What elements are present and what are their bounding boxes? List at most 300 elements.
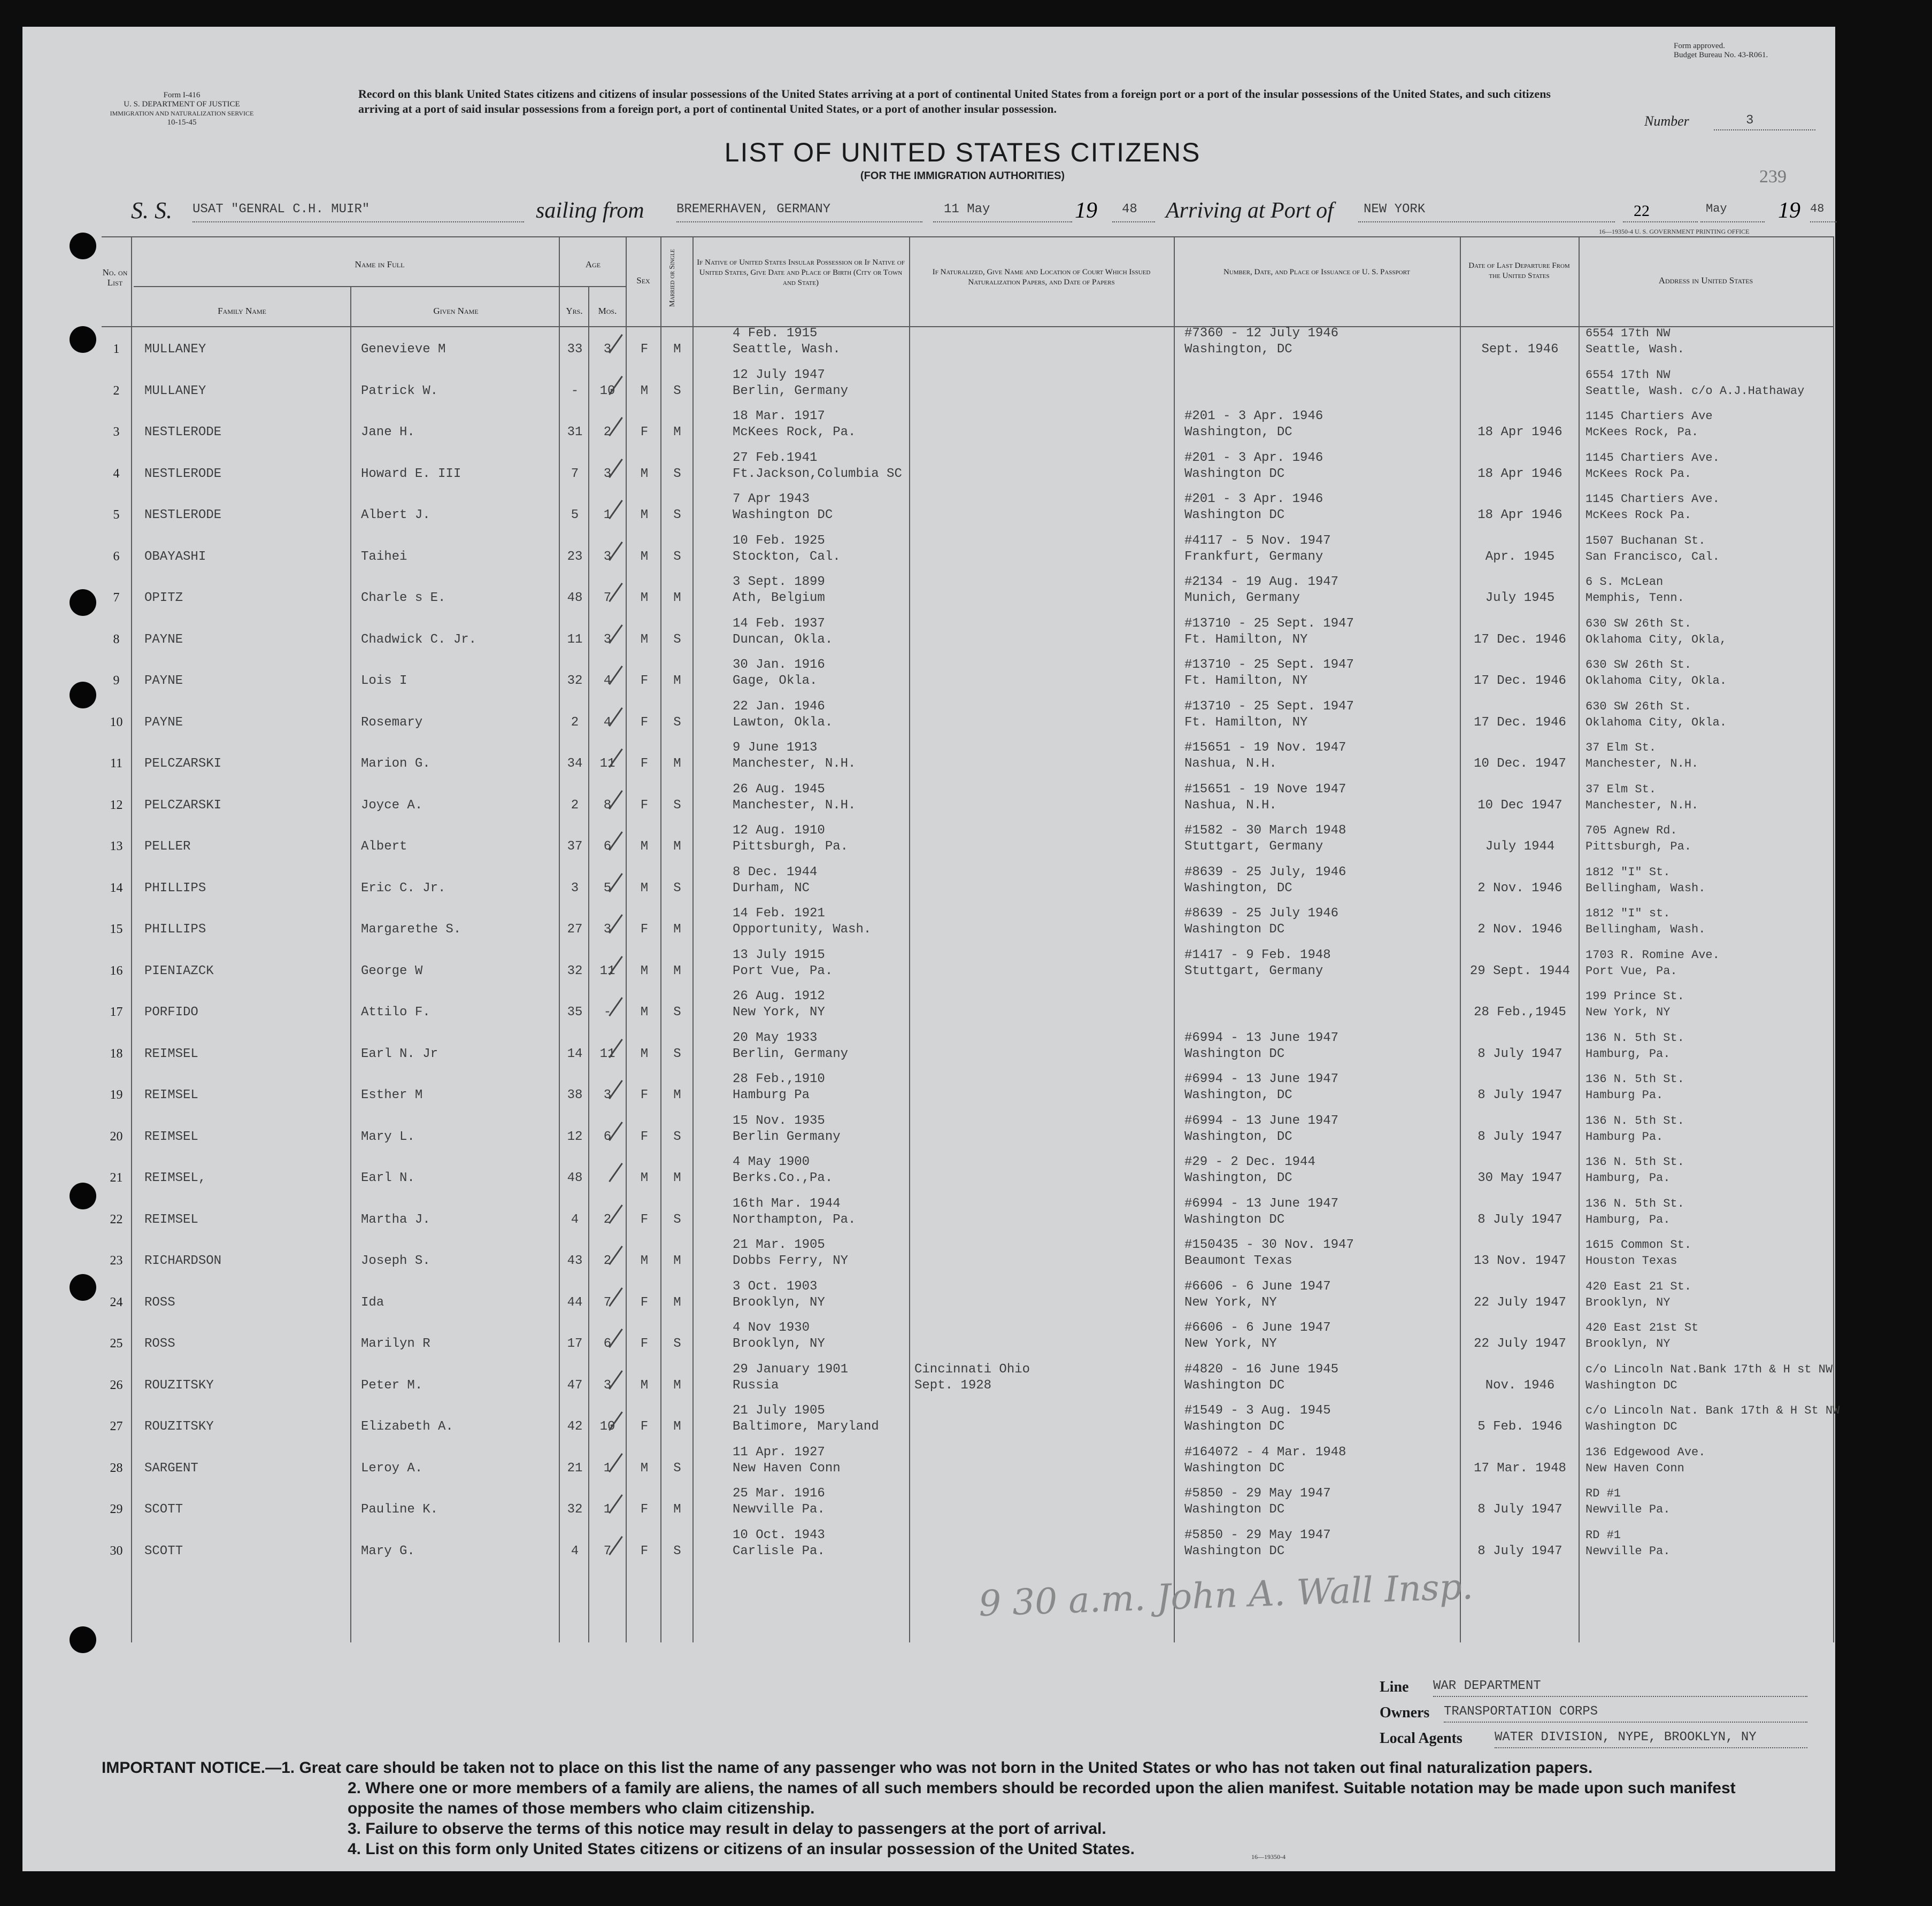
cell-given: Peter M. [361, 1378, 423, 1393]
cell-mos: 2 [603, 425, 612, 439]
cell-n: 1 [113, 342, 120, 356]
cell-family: PIENIAZCK [144, 963, 214, 978]
cell-addr2: Washington DC [1585, 1420, 1677, 1433]
cell-birth1: 22 Jan. 1946 [733, 699, 825, 714]
cell-family: PORFIDO [144, 1005, 198, 1020]
cell-given: Taihei [361, 549, 407, 564]
cell-ms: S [673, 1129, 681, 1144]
cell-yrs: 7 [571, 466, 579, 481]
cell-birth1: 3 Oct. 1903 [733, 1279, 818, 1294]
cell-n: 21 [110, 1171, 123, 1185]
cell-mos: 3 [603, 466, 612, 481]
cell-n: 5 [113, 508, 120, 522]
cell-family: MULLANEY [144, 383, 206, 398]
cell-birth1: 12 July 1947 [733, 367, 825, 382]
cell-ms: M [673, 1502, 681, 1517]
col-divider [1174, 236, 1175, 1642]
cell-dep: 28 Feb.,1945 [1474, 1005, 1566, 1020]
cell-addr2: Newville Pa. [1585, 1503, 1671, 1516]
cell-pp2: Washington DC [1184, 466, 1285, 481]
cell-n: 26 [110, 1378, 123, 1392]
cell-sex: M [640, 1171, 649, 1185]
cell-pp2: Washington, DC [1184, 1088, 1292, 1102]
cell-ms: M [673, 1295, 681, 1310]
col-divider [131, 236, 132, 1642]
cell-ms: M [673, 839, 681, 854]
cell-addr1: 6554 17th NW [1585, 368, 1671, 382]
cell-addr1: 1615 Common St. [1585, 1238, 1692, 1252]
cell-pp1: #6994 - 13 June 1947 [1184, 1030, 1339, 1045]
cell-sex: F [640, 674, 649, 688]
form-date: 10-15-45 [167, 118, 197, 127]
cell-family: NESTLERODE [144, 466, 222, 481]
cell-birth1: 14 Feb. 1921 [733, 906, 825, 921]
form-number: Form I-416 [163, 91, 201, 99]
cell-birth1: 10 Oct. 1943 [733, 1527, 825, 1542]
cell-mos: 7 [603, 1295, 612, 1310]
cell-sex: F [640, 715, 649, 730]
cell-sex: M [640, 963, 649, 978]
notice-3: 3. Failure to observe the terms of this notice may result in delay to passengers at the port of arrival. [348, 1820, 1106, 1838]
ship-field [193, 202, 524, 222]
header-naturalized: If Naturalized, Give Name and Location of Court Which Issued Naturalization Papers, and Date of Papers [932, 268, 1151, 287]
cell-birth2: Stockton, Cal. [733, 549, 841, 564]
cell-pp1: #29 - 2 Dec. 1944 [1184, 1155, 1315, 1169]
cell-birth1: 26 Aug. 1912 [733, 989, 825, 1004]
cell-pp1: #201 - 3 Apr. 1946 [1184, 492, 1323, 506]
depart-date-field [933, 202, 1072, 222]
arrival-month-field [1700, 202, 1765, 222]
cell-pp2: Washington, DC [1184, 1129, 1292, 1144]
cell-given: Ida [361, 1295, 384, 1310]
header-mos: Mos. [598, 306, 617, 316]
depart-date: 11 May [944, 202, 990, 217]
cell-given: Joseph S. [361, 1254, 430, 1268]
cell-yrs: 12 [567, 1129, 583, 1144]
printing-note: 16—19350-4 U. S. GOVERNMENT PRINTING OFFICE [1599, 228, 1750, 235]
cell-birth2: Washington DC [733, 508, 833, 522]
cell-mos: 6 [603, 1337, 612, 1351]
cell-addr2: Newville Pa. [1585, 1544, 1671, 1558]
cell-mos: 8 [603, 798, 612, 813]
cell-sex: M [640, 549, 649, 564]
form-id-block [80, 91, 283, 127]
cell-family: SARGENT [144, 1461, 198, 1476]
cell-addr1: 1145 Chartiers Ave. [1585, 492, 1720, 506]
cell-birth1: 15 Nov. 1935 [733, 1113, 825, 1128]
cell-birth1: 27 Feb.1941 [733, 450, 818, 465]
cell-yrs: 44 [567, 1295, 583, 1310]
col-divider [909, 236, 910, 1642]
cell-yrs: 4 [571, 1544, 579, 1558]
cell-yrs: 38 [567, 1088, 583, 1102]
cell-given: Esther M [361, 1088, 423, 1102]
cell-sex: F [640, 1502, 649, 1517]
cell-pp1: #4117 - 5 Nov. 1947 [1184, 533, 1331, 548]
cell-yrs: 2 [571, 798, 579, 813]
cell-addr1: RD #1 [1585, 1528, 1621, 1542]
cell-given: Rosemary [361, 715, 423, 730]
cell-ms: S [673, 715, 681, 730]
cell-pp1: #13710 - 25 Sept. 1947 [1184, 699, 1354, 714]
cell-addr2: McKees Rock, Pa. [1585, 426, 1699, 439]
cell-pp1: #4820 - 16 June 1945 [1184, 1362, 1339, 1377]
punch-hole [70, 1626, 96, 1653]
number-label: Number [1644, 113, 1689, 129]
cell-birth2: Baltimore, Maryland [733, 1419, 879, 1434]
cell-addr2: Manchester, N.H. [1585, 798, 1699, 812]
cell-mos: 6 [603, 1129, 612, 1144]
cell-sex: M [640, 1254, 649, 1268]
agents-field [1495, 1730, 1807, 1748]
cell-addr1: 136 N. 5th St. [1585, 1114, 1684, 1128]
cell-birth1: 21 July 1905 [733, 1403, 825, 1418]
cell-birth1: 16th Mar. 1944 [733, 1196, 841, 1211]
cell-birth1: 7 Apr 1943 [733, 492, 810, 506]
cell-addr1: 1145 Chartiers Ave. [1585, 451, 1720, 465]
cell-addr2: Oklahoma City, Okla, [1585, 632, 1727, 646]
cell-pp1: #201 - 3 Apr. 1946 [1184, 409, 1323, 423]
cell-addr2: Oklahoma City, Okla. [1585, 715, 1727, 729]
cell-sex: M [640, 1005, 649, 1020]
cell-pp2: Ft. Hamilton, NY [1184, 632, 1308, 647]
cell-n: 7 [113, 591, 120, 605]
inspector-signature: 9 30 a.m. John A. Wall Insp. [977, 1565, 1474, 1625]
cell-addr2: Hamburg Pa. [1585, 1130, 1664, 1144]
cell-family: PHILLIPS [144, 881, 206, 896]
cell-birth1: 4 Feb. 1915 [733, 326, 818, 341]
cell-given: Martha J. [361, 1212, 430, 1227]
cell-birth2: Berks.Co.,Pa. [733, 1171, 833, 1185]
cell-dep: July 1944 [1485, 839, 1555, 854]
cell-yrs: 48 [567, 1171, 583, 1185]
cell-birth1: 3 Sept. 1899 [733, 575, 825, 589]
cell-given: Leroy A. [361, 1461, 423, 1476]
cell-addr1: 6554 17th NW [1585, 327, 1671, 340]
cell-addr2: Hamburg Pa. [1585, 1089, 1664, 1102]
cell-pp1: #1417 - 9 Feb. 1948 [1184, 947, 1331, 962]
sailing-from-port: BREMERHAVEN, GERMANY [676, 202, 831, 217]
cell-birth2: Manchester, N.H. [733, 798, 856, 813]
cell-pp2: Washington DC [1184, 1502, 1285, 1517]
cell-given: Mary L. [361, 1129, 415, 1144]
cell-addr2: Manchester, N.H. [1585, 757, 1699, 770]
cell-birth1: 29 January 1901 [733, 1362, 849, 1377]
cell-dep: Sept. 1946 [1481, 342, 1559, 357]
cell-pp1: #201 - 3 Apr. 1946 [1184, 450, 1323, 465]
cell-ms: M [673, 1254, 681, 1268]
notice-line-4 [102, 1839, 1775, 1859]
cell-given: Earl N. Jr [361, 1046, 438, 1061]
cell-dep: 13 Nov. 1947 [1474, 1254, 1566, 1268]
cell-dep: 2 Nov. 1946 [1477, 881, 1562, 896]
cell-yrs: 37 [567, 839, 583, 854]
punch-hole [70, 1274, 96, 1301]
cell-yrs: 35 [567, 1005, 583, 1020]
cell-n: 9 [113, 674, 120, 688]
arriving-label: Arriving at Port of [1166, 198, 1334, 223]
cell-ms: S [673, 1212, 681, 1227]
col-divider [1460, 236, 1461, 1642]
cell-pp2: Beaumont Texas [1184, 1254, 1292, 1268]
cell-yrs: 33 [567, 342, 583, 357]
number-field [1714, 113, 1815, 130]
arrival-port: NEW YORK [1364, 202, 1426, 217]
arrival-day-field [1623, 202, 1698, 222]
cell-family: ROUZITSKY [144, 1378, 214, 1393]
cell-pp2: Nashua, N.H. [1184, 757, 1277, 771]
cell-birth1: 26 Aug. 1945 [733, 782, 825, 797]
cell-n: 23 [110, 1254, 123, 1268]
cell-dep: 8 July 1947 [1477, 1088, 1562, 1102]
cell-n: 30 [110, 1544, 123, 1558]
cell-sex: F [640, 1129, 649, 1144]
cell-pp1: #1549 - 3 Aug. 1945 [1184, 1403, 1331, 1418]
cell-addr2: Bellingham, Wash. [1585, 881, 1706, 895]
cell-addr1: 1812 "I" st. [1585, 907, 1671, 920]
cell-ms: S [673, 1046, 681, 1061]
cell-n: 14 [110, 881, 123, 895]
cell-pp1: #8639 - 25 July 1946 [1184, 906, 1339, 921]
cell-addr2: Port Vue, Pa. [1585, 964, 1677, 978]
cell-given: Eric C. Jr. [361, 881, 446, 896]
col-divider [692, 236, 694, 1642]
cell-ms: M [673, 1378, 681, 1393]
cell-birth1: 9 June 1913 [733, 740, 818, 755]
budget-number: Budget Bureau No. 43-R061. [1674, 51, 1768, 59]
cell-given: Margarethe S. [361, 922, 461, 937]
cell-given: Earl N. [361, 1171, 415, 1185]
cell-mos: 3 [603, 342, 612, 357]
cell-birth2: Northampton, Pa. [733, 1212, 856, 1227]
cell-dep: 8 July 1947 [1477, 1212, 1562, 1227]
cell-sex: F [640, 1212, 649, 1227]
cell-birth1: 8 Dec. 1944 [733, 865, 818, 879]
header-married-single: Married or Single [668, 249, 676, 307]
cell-family: PHILLIPS [144, 922, 206, 937]
cell-addr1: 136 N. 5th St. [1585, 1155, 1684, 1169]
col-divider [1579, 236, 1580, 1642]
cell-pp2: Ft. Hamilton, NY [1184, 674, 1308, 688]
cell-ms: M [673, 1088, 681, 1102]
line-field [1433, 1679, 1807, 1697]
cell-pp1: #6994 - 13 June 1947 [1184, 1072, 1339, 1086]
cell-ms: M [673, 1419, 681, 1434]
cell-family: PELCZARSKI [144, 798, 222, 813]
cell-pp2: Washington DC [1184, 1419, 1285, 1434]
cell-sex: F [640, 1088, 649, 1102]
cell-dep: 8 July 1947 [1477, 1502, 1562, 1517]
cell-addr1: 1145 Chartiers Ave [1585, 410, 1713, 423]
cell-addr2: Bellingham, Wash. [1585, 923, 1706, 936]
cell-pp1: #6606 - 6 June 1947 [1184, 1279, 1331, 1294]
cell-mos: 4 [603, 715, 612, 730]
name-underline [134, 286, 626, 287]
cell-family: RICHARDSON [144, 1254, 222, 1268]
cell-n: 25 [110, 1337, 123, 1351]
header-departure: Date of Last Departure From the United States [1468, 261, 1570, 280]
cell-addr1: 420 East 21 St. [1585, 1279, 1692, 1293]
cell-family: NESTLERODE [144, 425, 222, 439]
cell-birth2: Lawton, Okla. [733, 715, 833, 730]
cell-n: 13 [110, 839, 123, 853]
cell-mos: - [603, 1005, 612, 1020]
cell-dep: 10 Dec 1947 [1477, 798, 1562, 813]
cell-mos: 3 [603, 922, 612, 937]
cell-n: 20 [110, 1129, 123, 1144]
notice-4: 4. List on this form only United States citizens or citizens of an insular possession of the United States. [348, 1840, 1135, 1858]
punch-hole [70, 682, 96, 708]
cell-birth2: Dobbs Ferry, NY [733, 1254, 849, 1268]
cell-nat2: Sept. 1928 [914, 1378, 992, 1393]
cell-addr2: San Francisco, Cal. [1585, 550, 1720, 564]
form-approved: Form approved. [1674, 42, 1725, 50]
cell-ms: M [673, 757, 681, 771]
cell-mos: 5 [603, 881, 612, 896]
cell-sex: M [640, 466, 649, 481]
cell-yrs: 27 [567, 922, 583, 937]
cell-given: Pauline K. [361, 1502, 438, 1517]
cell-addr2: Houston Texas [1585, 1254, 1677, 1268]
cell-pp2: Nashua, N.H. [1184, 798, 1277, 813]
cell-dep: 5 Feb. 1946 [1477, 1419, 1562, 1434]
intro-text: Record on this blank United States citizens and citizens of insular possessions of the United States arriving at a port of continental United States from a foreign port or a port of the insular possessions of the United States, and such citizens arriving at a port of said insular possessions from a foreign port, a port of continental United States, or a port of another insular possession. [358, 87, 1551, 115]
cell-birth1: 10 Feb. 1925 [733, 533, 825, 548]
cell-ms: M [673, 1171, 681, 1185]
sailing-from-label: sailing from [536, 198, 644, 223]
cell-given: Genevieve M [361, 342, 446, 357]
cell-yrs: 47 [567, 1378, 583, 1393]
cell-ms: M [673, 674, 681, 688]
header-bottom-line [102, 326, 1834, 327]
cell-birth2: Carlisle Pa. [733, 1544, 825, 1558]
cell-family: SCOTT [144, 1544, 183, 1558]
cell-birth1: 20 May 1933 [733, 1030, 818, 1045]
cell-mos: 11 [599, 963, 615, 978]
cell-pp2: Stuttgart, Germany [1184, 839, 1323, 854]
cell-yrs: 17 [567, 1337, 583, 1351]
cell-addr1: 1703 R. Romine Ave. [1585, 948, 1720, 962]
cell-n: 8 [113, 632, 120, 646]
cell-given: Howard E. III [361, 466, 461, 481]
cell-addr1: 6 S. McLean [1585, 575, 1664, 589]
cell-given: Joyce A. [361, 798, 423, 813]
cell-birth1: 21 Mar. 1905 [733, 1238, 825, 1252]
cell-n: 19 [110, 1088, 123, 1102]
cell-given: George W [361, 963, 423, 978]
depart-year-field [1112, 202, 1155, 222]
arrival-month: May [1706, 202, 1727, 215]
cell-pp2: New York, NY [1184, 1295, 1277, 1310]
cell-dep: 2 Nov. 1946 [1477, 922, 1562, 937]
cell-pp2: Washington DC [1184, 1378, 1285, 1393]
cell-sex: F [640, 798, 649, 813]
cell-pp2: Washington, DC [1184, 425, 1292, 439]
cell-n: 27 [110, 1419, 123, 1433]
cell-birth2: New Haven Conn [733, 1461, 841, 1476]
cell-addr2: New Haven Conn [1585, 1461, 1684, 1475]
table-top-line [102, 236, 1834, 237]
cell-addr2: Hamburg, Pa. [1585, 1047, 1671, 1061]
cell-pp2: Washington DC [1184, 508, 1285, 522]
owners-label: Owners [1380, 1704, 1430, 1721]
cell-addr1: RD #1 [1585, 1487, 1621, 1500]
col-divider [559, 236, 560, 1642]
year-prefix-2: 19 [1778, 198, 1800, 223]
cell-ms: S [673, 1461, 681, 1476]
depart-year: 48 [1122, 202, 1137, 217]
cell-mos: 2 [603, 1212, 612, 1227]
cell-yrs: 32 [567, 1502, 583, 1517]
cell-birth2: New York, NY [733, 1005, 825, 1020]
cell-family: REIMSEL [144, 1212, 198, 1227]
cell-pp1: #13710 - 25 Sept. 1947 [1184, 616, 1354, 631]
cell-pp2: Munich, Germany [1184, 591, 1300, 605]
cell-sex: F [640, 922, 649, 937]
manifest-sheet [22, 27, 1835, 1871]
cell-yrs: 3 [571, 881, 579, 896]
cell-addr1: c/o Lincoln Nat.Bank 17th & H st NW [1585, 1362, 1833, 1376]
cell-sex: F [640, 757, 649, 771]
cell-mos: 2 [603, 1254, 612, 1268]
cell-pp1: #15651 - 19 Nov. 1947 [1184, 740, 1346, 755]
cell-ms: S [673, 881, 681, 896]
cell-addr2: McKees Rock Pa. [1585, 508, 1692, 522]
cell-birth2: McKees Rock, Pa. [733, 425, 856, 439]
cell-n: 6 [113, 549, 120, 564]
cell-sex: M [640, 1461, 649, 1476]
cell-ms: S [673, 508, 681, 522]
punch-hole [70, 1183, 96, 1209]
cell-family: OBAYASHI [144, 549, 206, 564]
cell-family: REIMSEL [144, 1046, 198, 1061]
page-title: LIST OF UNITED STATES CITIZENS [724, 137, 1201, 167]
cell-family: NESTLERODE [144, 508, 222, 522]
cell-yrs: 21 [567, 1461, 583, 1476]
service-name: IMMIGRATION AND NATURALIZATION SERVICE [110, 110, 254, 117]
cell-n: 4 [113, 466, 120, 481]
cell-ms: S [673, 632, 681, 647]
cell-birth2: Hamburg Pa [733, 1088, 810, 1102]
cell-n: 16 [110, 963, 123, 978]
cell-addr2: Oklahoma City, Okla. [1585, 674, 1727, 688]
cell-given: Albert J. [361, 508, 430, 522]
cell-n: 18 [110, 1046, 123, 1061]
cell-addr2: Brooklyn, NY [1585, 1295, 1671, 1309]
cell-birth2: Berlin, Germany [733, 1046, 849, 1061]
cell-sex: M [640, 1046, 649, 1061]
cell-mos: 7 [603, 1544, 612, 1558]
cell-mos: 10 [599, 383, 615, 398]
cell-mos: 6 [603, 839, 612, 854]
cell-addr2: Seattle, Wash. c/o A.J.Hathaway [1585, 384, 1805, 398]
cell-n: 15 [110, 922, 123, 936]
punch-hole [70, 233, 96, 259]
agents-value: WATER DIVISION, NYPE, BROOKLYN, NY [1495, 1730, 1757, 1745]
ss-label: S. S. [131, 197, 172, 223]
cell-birth2: Opportunity, Wash. [733, 922, 872, 937]
header-yrs: Yrs. [566, 306, 583, 316]
cell-mos: 1 [603, 508, 612, 522]
cell-family: REIMSEL [144, 1088, 198, 1102]
cell-n: 11 [110, 757, 123, 770]
header-sex: Sex [636, 275, 650, 285]
cell-birth1: 25 Mar. 1916 [733, 1486, 825, 1501]
cell-birth1: 11 Apr. 1927 [733, 1445, 825, 1460]
cell-sex: M [640, 839, 649, 854]
cell-mos: 11 [599, 757, 615, 771]
cell-addr2: Seattle, Wash. [1585, 343, 1684, 356]
